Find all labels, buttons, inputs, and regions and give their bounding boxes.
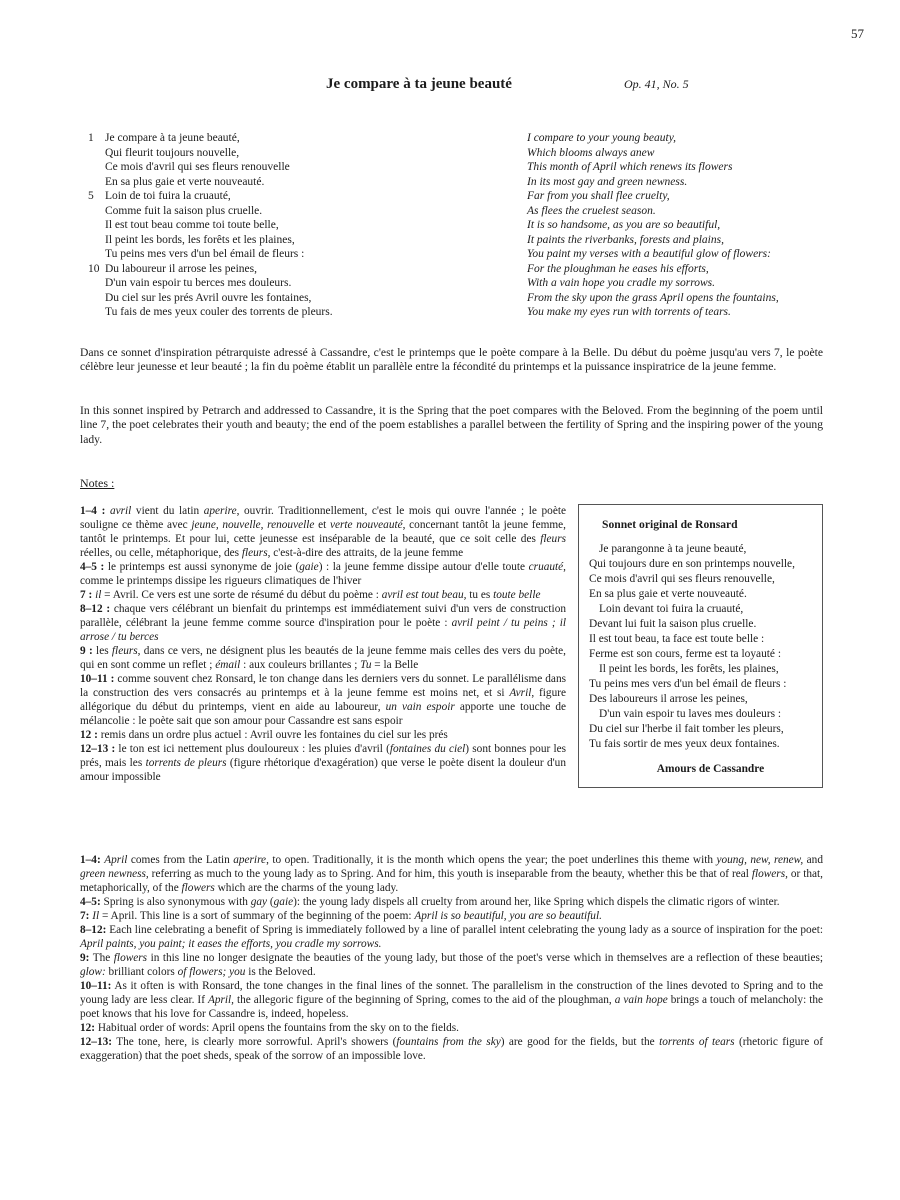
line-number [88, 233, 105, 248]
note-italic-term: April is so beautiful, you are so beautiful. [414, 910, 602, 922]
note-label: 12: [80, 1022, 96, 1034]
note-italic-term: gaie [299, 561, 319, 573]
translation-line: You paint my verses with a beautiful glow of flowers: [527, 248, 771, 260]
note-italic-term: Tu [360, 659, 372, 671]
line-number: 10 [88, 262, 100, 275]
sonnet-line: Loin devant toi fuira la cruauté, [599, 603, 744, 615]
poem-line [88, 160, 508, 175]
note-italic-term: aperire [233, 854, 267, 866]
line-number [88, 160, 105, 175]
poem-line [88, 233, 508, 248]
note-italic-term: jeune, nouvelle, renouvelle [191, 519, 315, 531]
line-number [88, 175, 105, 190]
note-label: 1–4 : [80, 505, 106, 517]
note-italic-term: Il [92, 910, 100, 922]
note-text: The tone, here, is clearly more sorrowful. April's showers ( [112, 1036, 397, 1048]
note-italic-term: fountains from the sky [396, 1036, 501, 1048]
note-text: remis dans un ordre plus actuel : Avril ouvre les fontaines du ciel sur les prés [97, 729, 448, 741]
poem-line-text: Je compare à ta jeune beauté, [105, 132, 240, 144]
poem-line-text: Tu peins mes vers d'un bel émail de fleurs : [105, 248, 305, 260]
note-entry [80, 1035, 823, 1063]
line-number [88, 218, 105, 233]
note-text: ): the young lady dispels all cruelty from around her, like Spring which dispels the climatic rigors of winter. [293, 896, 780, 908]
poem-line [88, 276, 508, 291]
poem-line-text: Il peint les bords, les forêts et les plaines, [105, 233, 295, 246]
sonnet-line: Il peint les bords, les forêts, les plaines, [599, 663, 779, 675]
poem-line [88, 204, 508, 219]
poem-line-text: D'un vain espoir tu berces mes douleurs. [105, 277, 292, 289]
line-number [88, 305, 105, 320]
note-text: The [89, 952, 114, 964]
line-number [88, 276, 105, 291]
note-text: = Avril. Ce vers est une sorte de résumé du début du poème : [101, 589, 382, 601]
note-label: 9 : [80, 645, 93, 657]
original-sonnet-box [578, 504, 823, 788]
note-text: ) are good for the fields, but the [500, 1036, 660, 1048]
note-italic-term: un vain espoir [385, 701, 455, 713]
note-text: comme souvent chez Ronsard, le ton change dans les derniers vers du sonnet. Le parallélisme dans la construction des vers consacrés au printemps et à la jeune femme est moins net, et si [80, 673, 566, 699]
original-sonnet-lines [589, 542, 812, 752]
poem-line-text: En sa plus gaie et verte nouveauté. [105, 175, 265, 188]
note-text: the allegoric figure of the beginning of Spring, comes to the aid of the ploughman, [233, 994, 615, 1006]
translation-line: It paints the riverbanks, forests and plains, [527, 233, 724, 246]
note-text: : aux couleurs brillantes ; [240, 659, 361, 671]
note-label: 7: [80, 910, 90, 922]
note-text: As it often is with Ronsard, the tone changes in the final lines of the sonnet. The parallelism in the construction of the lines devoted to Spring and to the young lady are less clear. If [80, 980, 823, 1006]
poem-line [88, 146, 508, 161]
sonnet-line: Ce mois d'avril qui ses fleurs renouvelle, [589, 573, 775, 585]
note-italic-term: gay [250, 896, 268, 908]
note-italic-term: of flowers; [177, 966, 227, 978]
translation-line: This month of April which renews its flowers [527, 161, 733, 173]
note-italic-term: fontaines du ciel [389, 743, 466, 755]
sonnet-line: Tu peins mes vers d'un bel émail de fleurs : [589, 678, 787, 690]
note-label: 7 : [80, 589, 93, 601]
sonnet-line: Des laboureurs il arrose les peines, [589, 693, 748, 705]
translation-line: From the sky upon the grass April opens the fountains, [527, 291, 779, 304]
sonnet-line: Tu fais sortir de mes yeux deux fontaines. [589, 738, 780, 750]
note-text: ) sont bonnes pour les prés, mais les [80, 743, 566, 769]
poem-line [88, 218, 508, 233]
note-italic-term: torrents de pleurs [145, 757, 227, 769]
page-number: 57 [851, 26, 864, 41]
note-italic-term: torrents of tears [659, 1036, 735, 1048]
note-label: 12–13: [80, 1036, 113, 1048]
note-italic-term: avril peint / tu peins ; il arrose / tu berces [80, 617, 567, 643]
note-italic-term: flowers [113, 952, 148, 964]
note-text: et [314, 519, 330, 531]
note-italic-term: fleurs [111, 645, 138, 657]
note-label: 10–11: [80, 980, 112, 992]
note-text: les [92, 645, 112, 657]
poem-line [88, 305, 508, 320]
note-label: 9: [80, 952, 90, 964]
note-text: = la Belle [371, 659, 419, 671]
note-entry [80, 951, 823, 979]
poem-line [88, 189, 508, 204]
poem-line-text: Du laboureur il arrose les peines, [105, 262, 258, 275]
translation-line: For the ploughman he eases his efforts, [527, 262, 709, 275]
translation-line: It is so handsome, as you are so beautiful, [527, 219, 721, 231]
note-italic-term: fleurs [241, 547, 268, 559]
notes-french [80, 504, 823, 792]
sonnet-line: Du ciel sur l'herbe il fait tomber les pleurs, [589, 723, 784, 735]
note-italic-term: glow: [80, 966, 106, 978]
sonnet-line: Il est tout beau, ta face est toute belle : [589, 633, 765, 645]
note-italic-term: flowers, [751, 868, 788, 880]
note-text: = April. This line is a sort of summary of the beginning of the poem: [99, 910, 415, 922]
note-italic-term: April [104, 854, 128, 866]
note-text: brilliant colors [105, 966, 178, 978]
translation-line: Which blooms always anew [527, 146, 655, 159]
original-sonnet-attribution: Amours de Cassandre [656, 763, 765, 775]
note-text: in this line no longer designate the beauties of the young lady, but those of the poet's verse which in themselves are a reflection of these beauties; [147, 952, 823, 964]
poem-line-text: Ce mois d'avril qui ses fleurs renouvelle [105, 161, 290, 173]
note-entry [80, 895, 823, 909]
note-italic-term: a vain hope [614, 994, 668, 1006]
poem-english-translation [527, 131, 857, 320]
note-text: , to open. Traditionally, it is the month which opens the year; the poet underlines this theme with [266, 854, 717, 866]
note-text: Spring is also synonymous with [100, 896, 251, 908]
note-label: 10–11 : [80, 673, 115, 685]
opus-number: Op. 41, No. 5 [624, 77, 689, 91]
intro-paragraph-french: Dans ce sonnet d'inspiration pétrarquiste adressé à Cassandre, c'est le printemps que le poète compare à la Belle. Du début du poème jusqu'au vers 7, le poète célèbre leur jeunesse et leur beauté ; la fin du poème établit un parallèle entre la fécondité du printemps et la puissance inspiratrice de la jeune femme. [80, 346, 823, 374]
sonnet-line: Je parangonne à ta jeune beauté, [599, 543, 747, 555]
note-text: which are the charms of the young lady. [214, 882, 399, 894]
note-entry [80, 1021, 823, 1035]
poem-line-text: Loin de toi fuira la cruauté, [105, 190, 231, 202]
poem-line-text: Tu fais de mes yeux couler des torrents de pleurs. [105, 306, 333, 318]
note-italic-term: young, new, renew, [716, 854, 804, 866]
note-italic-term: il [95, 589, 102, 601]
note-text: is the Beloved. [245, 966, 316, 978]
sonnet-line: D'un vain espoir tu laves mes douleurs : [599, 708, 782, 720]
note-label: 12 : [80, 729, 98, 741]
note-text: comes from the Latin [127, 854, 234, 866]
note-italic-term: avril est tout beau, [381, 589, 467, 601]
note-text: and [803, 854, 823, 866]
note-label: 4–5: [80, 896, 101, 908]
translation-line: With a vain hope you cradle my sorrows. [527, 277, 716, 289]
note-text: , concernant tantôt la jeune femme, tantôt le printemps. Et pour lui, cette jeunesse est inséparable de la beauté, que ce soit celle des [80, 519, 566, 545]
line-number [88, 247, 105, 262]
note-text: réelles, ou celle, métaphorique, des [80, 547, 242, 559]
note-text: , comme le printemps dissipe les rigueurs climatiques de l'hiver [80, 561, 566, 587]
poem-line-text: Comme fuit la saison plus cruelle. [105, 204, 263, 217]
translation-line: Far from you shall flee cruelty, [527, 190, 670, 202]
translation-line: I compare to your young beauty, [527, 132, 677, 144]
sonnet-line: Devant lui fuit la saison plus cruelle. [589, 618, 757, 630]
note-text: , figure allégorique du début du printemps, vient en aide au laboureur, [80, 687, 566, 713]
poem-line [88, 262, 508, 277]
note-italic-term: April, [207, 994, 234, 1006]
note-entry [80, 909, 823, 923]
note-italic-term: cruauté [528, 561, 564, 573]
note-italic-term: aperire [203, 505, 237, 517]
translation-line: You make my eyes run with torrents of tears. [527, 306, 731, 318]
note-label: 4–5 : [80, 561, 105, 573]
note-italic-term: verte nouveauté [329, 519, 403, 531]
note-label: 12–13 : [80, 743, 116, 755]
note-italic-term: April paints, you paint; it eases the efforts, you cradle my sorrows. [80, 938, 382, 950]
note-italic-term: gaie [273, 896, 294, 908]
song-title: Je compare à ta jeune beauté [326, 76, 512, 92]
note-text: , dans ce vers, ne désignent plus les beautés de la jeune femme mais celles des vers du poète, qui en sont comme un reflet ; [80, 645, 566, 671]
note-italic-term: avril [109, 505, 132, 517]
note-label: 1–4: [80, 854, 101, 866]
note-text: (figure rhétorique d'exagération) que verse le poète disent la douleur d'un amour impossible [80, 757, 566, 783]
note-text: Habitual order of words: April opens the fountains from the sky on to the fields. [95, 1022, 460, 1034]
note-label: 8–12 : [80, 603, 111, 615]
poem-line [88, 175, 508, 190]
poem-line [88, 131, 508, 146]
poem-line [88, 291, 508, 306]
sonnet-line: Qui toujours dure en son printemps nouvelle, [589, 558, 795, 570]
note-text: chaque vers célébrant un bienfait du printemps est immédiatement suivi d'un vers de construction parallèle, célébrant la jeune femme comme source d'inspiration pour le poète : [80, 603, 566, 629]
title-row [0, 76, 900, 96]
sonnet-line: En sa plus gaie et verte nouveauté. [589, 588, 747, 600]
poem-line [88, 247, 508, 262]
note-italic-term: fleurs [540, 533, 566, 545]
intro-paragraph-english: In this sonnet inspired by Petrarch and addressed to Cassandre, it is the Spring that the poet compares with the Beloved. From the beginning of the poem until line 7, the poet celebrates their youth and beauty; the end of the poem establishes a parallel between the fertility of Spring and the inspiring power of the young lady. [80, 404, 823, 446]
note-italic-term: flowers [181, 882, 215, 894]
note-text: le printemps est aussi synonyme de joie ( [104, 561, 300, 573]
translation-line: As flees the cruelest season. [527, 204, 656, 217]
note-entry [80, 853, 823, 895]
poem-line-text: Qui fleurit toujours nouvelle, [105, 146, 240, 159]
note-text: referring as much to the young lady as to Spring. And for him, this youth is inseparable from the beauty, whether this be that of real [148, 868, 752, 880]
sonnet-line: Ferme est son cours, ferme est ta loyauté : [589, 648, 782, 660]
note-text: or that, metaphorically, of the [80, 868, 823, 894]
note-text: vient du latin [131, 505, 204, 517]
note-text: ) : la jeune femme dissipe autour d'elle toute [318, 561, 529, 573]
note-text: tu es [466, 589, 494, 601]
poem-line-text: Du ciel sur les prés Avril ouvre les fontaines, [105, 291, 312, 304]
note-text: ( [267, 896, 274, 908]
note-text: (rhetoric figure of exaggeration) that the poet sheds, speak of the sorrow of an impossible love. [80, 1036, 824, 1062]
poem-line-text: Il est tout beau comme toi toute belle, [105, 219, 279, 231]
line-number: 1 [88, 132, 94, 144]
line-number [88, 146, 105, 161]
original-sonnet-title: Sonnet original de Ronsard [602, 518, 738, 531]
line-number [88, 291, 105, 306]
note-text: le ton est ici nettement plus douloureux : les pluies d'avril ( [115, 743, 390, 755]
line-number [88, 204, 105, 219]
note-italic-term: Avril [509, 687, 532, 699]
translation-line: In its most gay and green newness. [527, 175, 688, 188]
note-entry [80, 923, 823, 951]
note-italic-term: green newness, [80, 868, 149, 880]
note-text: , ouvrir. Traditionnellement, c'est le mois qui ouvre l'année ; le poète souligne ce thème avec [80, 505, 566, 531]
note-italic-term: toute belle [493, 589, 541, 601]
note-entry [80, 979, 823, 1021]
line-number: 5 [88, 190, 94, 202]
notes-english [80, 853, 823, 1063]
note-label: 8–12: [80, 924, 107, 936]
note-text: apporte une touche de mélancolie : le poète sait que son amour pour Cassandre est sans espoir [80, 701, 567, 727]
note-text: brings a touch of melancholy: the poet knows that his love for Cassandre is, indeed, hopeless. [80, 994, 823, 1020]
note-italic-term: émail [215, 659, 241, 671]
poem-french [88, 131, 508, 320]
note-text: , c'est-à-dire des attraits, de la jeune femme [267, 547, 464, 559]
notes-heading: Notes : [80, 476, 115, 490]
note-text: Each line celebrating a benefit of Spring is immediately followed by a line of parallel intent celebrating the young lady as a source of inspiration for the poet: [106, 924, 823, 936]
note-italic-term: you [229, 966, 246, 978]
